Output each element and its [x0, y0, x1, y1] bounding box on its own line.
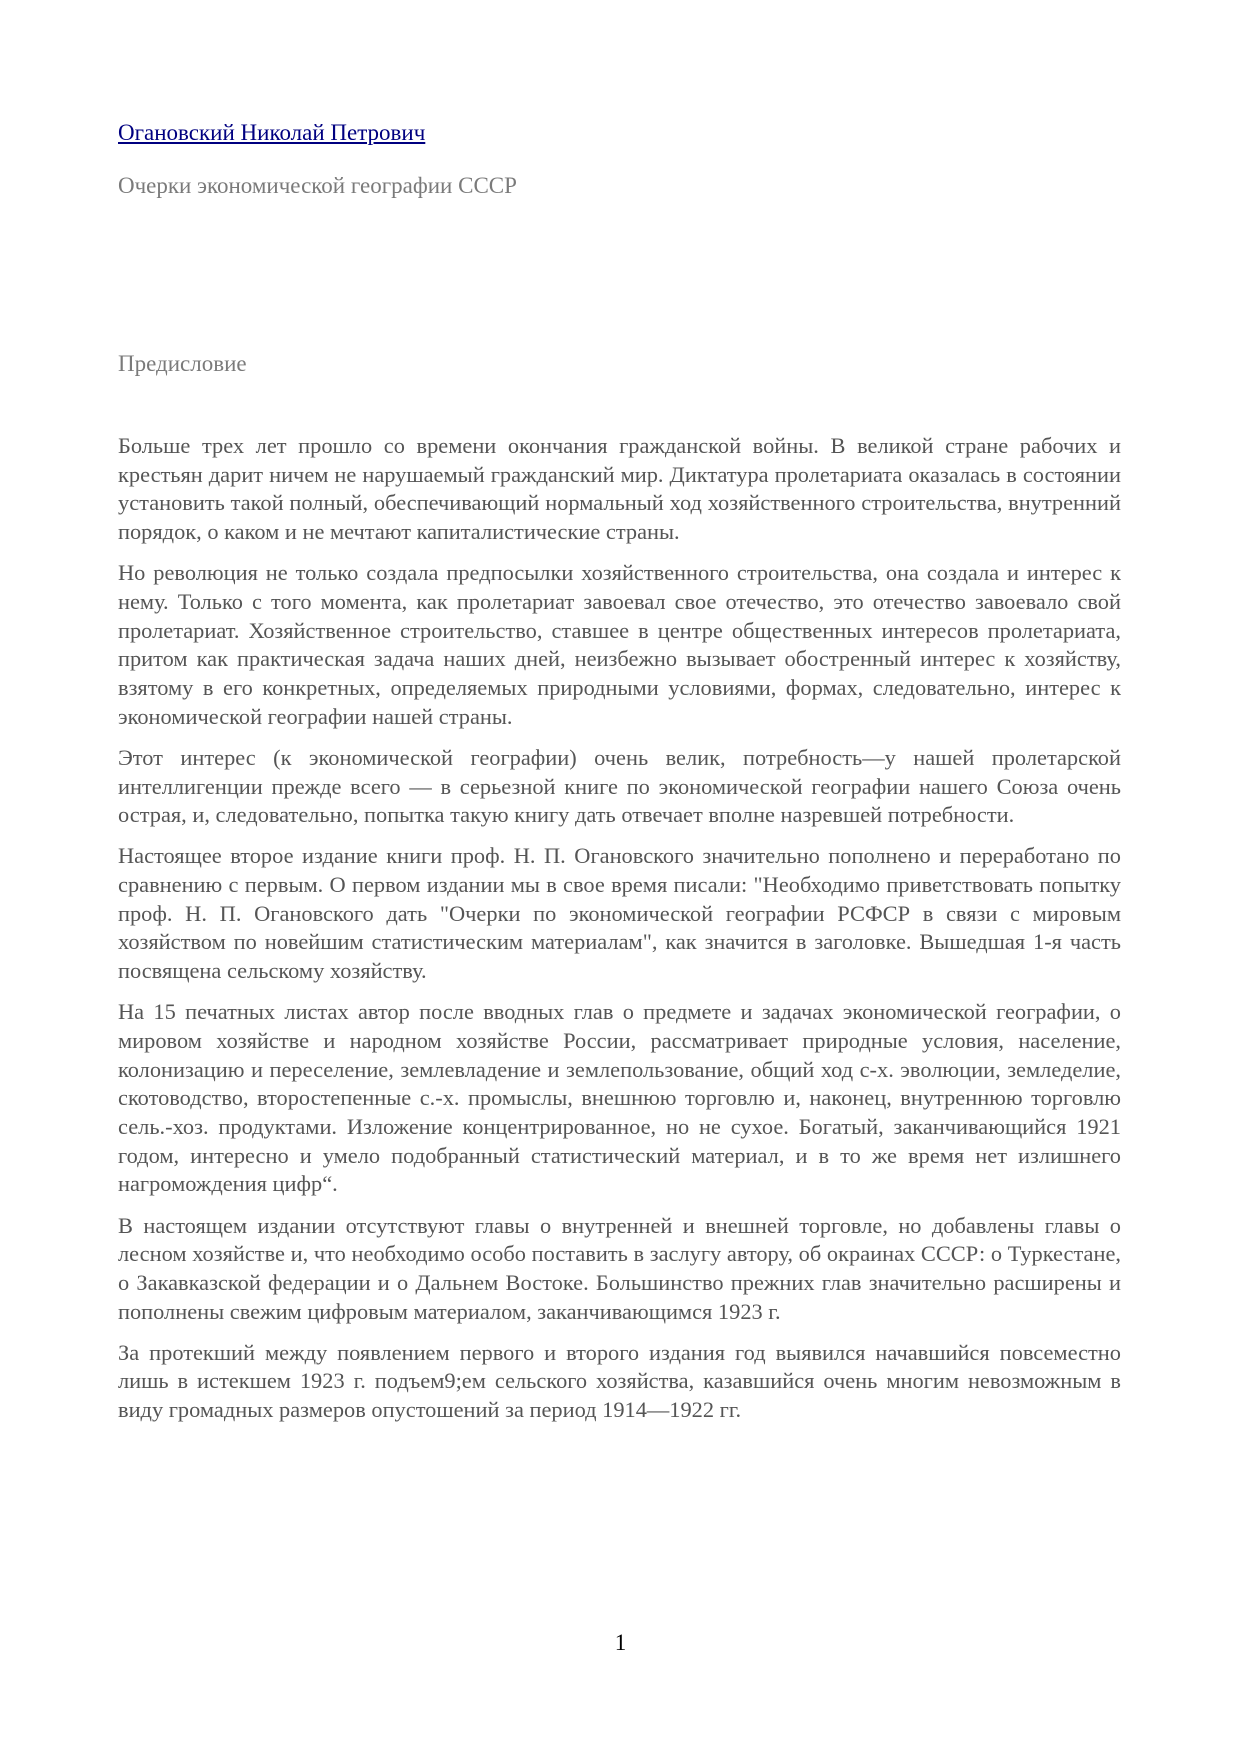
body-text [118, 432, 1121, 1437]
paragraph: За протекший между появлением первого и второго издания год выявился начавшийся повсеместно лишь в истекшем 1923 г. подъем9;ем сельского хозяйства, казавшийся очень многим невозможным в виду громадных размеров опустошений за период 1914—1922 гг. [118, 1339, 1121, 1423]
paragraph: Настоящее второе издание книги проф. Н. П. Огановского значительно пополнено и переработано по сравнению с первым. О первом издании мы в свое время писали: "Необходимо приветствовать попытку проф. Н. П. Огановского дать "Очерки по экономической географии РСФСР в связи с мировым хозяйством по новейшим статистическим материалам", как значится в заголовке. Вышедшая 1-я часть посвящена сельскому хозяйству. [118, 843, 1121, 984]
book-title: Очерки экономической географии СССР [118, 173, 517, 198]
paragraph: На 15 печатных листах автор после вводных глав о предмете и задачах экономической географии, о мировом хозяйстве и народном хозяйстве России, рассматривает природные условия, население, колонизацию и переселение, землевладение и землепользование, общий ход с-х. эволюции, земледелие, скотоводство, второстепенные с.-х. промыслы, внешнюю торговлю и, наконец, внутреннюю торговлю сель.-хоз. продуктами. Изложение концентрированное, но не сухое. Богатый, заканчивающийся 1921 годом, интересно и умело подобранный статистический материал, и в то же время нет излишнего нагромождения цифр“. [118, 999, 1121, 1197]
author-link[interactable]: Огановский Николай Петрович [118, 120, 426, 145]
paragraph: В настоящем издании отсутствуют главы о внутренней и внешней торговле, но добавлены главы о лесном хозяйстве и, что необходимо особо поставить в заслугу автору, об окраинах СССР: о Туркестане, о Закавказской федерации и о Дальнем Востоке. Большинство прежних глав значительно расширены и пополнены свежим цифровым материалом, заканчивающимся 1923 г. [118, 1212, 1121, 1324]
paragraph: Больше трех лет прошло со времени окончания гражданской войны. В великой стране рабочих и крестьян дарит ничем не нарушаемый гражданский мир. Диктатура пролетариата оказалась в состоянии установить такой полный, обеспечивающий нормальный ход хозяйственного строительства, внутренний порядок, о каком и не мечтают капиталистические страны. [118, 433, 1121, 545]
paragraph: Этот интерес (к экономической географии) очень велик, потребность—у нашей пролетарской интеллигенции прежде всего — в серьезной книге по экономической географии нашего Союза очень острая, и, следовательно, попытка такую книгу дать отвечает вполне назревшей потребности. [118, 744, 1121, 828]
paragraph: Но революция не только создала предпосылки хозяйственного строительства, она создала и интерес к нему. Только с того момента, как пролетариат завоевал свое отечество, это отечество завоевало свой пролетариат. Хозяйственное строительство, ставшее в центре общественных интересов пролетариата, притом как практическая задача наших дней, неизбежно вызывает обостренный интерес к хозяйству, взятому в его конкретных, определяемых природными условиями, формах, следовательно, интерес к экономической географии нашей страны. [118, 560, 1121, 729]
section-heading: Предисловие [118, 351, 247, 376]
page-number: 1 [614, 1630, 627, 1655]
